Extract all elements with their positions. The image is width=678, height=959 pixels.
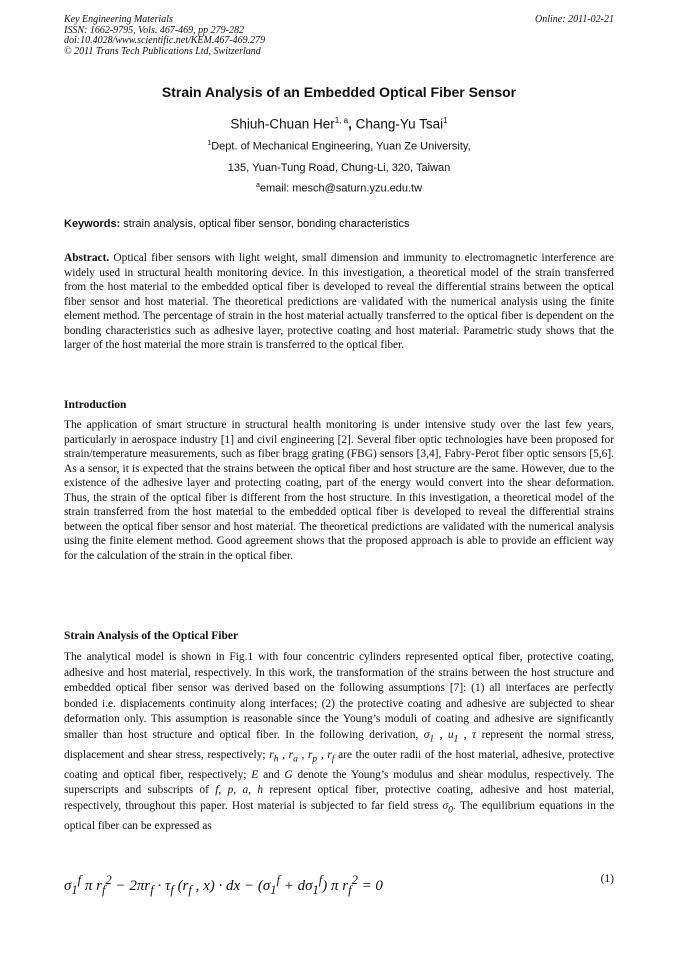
paper-title: Strain Analysis of an Embedded Optical Fiber Sensor [161, 84, 517, 100]
abstract [64, 251, 614, 353]
author-separator: , [348, 116, 352, 132]
email-text: email: mesch@saturn.yzu.edu.tw [259, 182, 423, 195]
abstract-text: Optical fiber sensors with light weight, small dimension and immunity to electromagnetic interference are widely used in structural health monitoring device. In this investigation, a theoretical model of the strain transferred from the host material to the embedded optical fiber is developed to reveal the differential strains between the optical fiber sensor and host material. The theoretical predictions are validated with the numerical analysis using the finite element method. The percentage of strain in the host material actually transferred to the optical fiber is dependent on the bonding characteristics such as adhesive layer, protective coating and host material. Parametric study shows that the larger of the host material the more strain is transferred to the optical fiber. [64, 252, 614, 351]
math-symbols: f, p, a, h [215, 784, 264, 797]
author-line [0, 116, 678, 132]
section-heading-strain-analysis: Strain Analysis of the Optical Fiber [64, 630, 239, 642]
equation-number: (1) [600, 873, 614, 885]
author-name: Chang-Yu Tsai [351, 116, 444, 132]
journal-name: Key Engineering Materials [64, 14, 173, 25]
abstract-label: Abstract. [64, 252, 110, 264]
email-superscript: a [255, 182, 260, 189]
equation-body: $\sigma_1^f$ π $r_f^2 - 2\pi r_f \cdot \tau_f$ ($r_f$ , x) · dx − $(\sigma_1^f + d\sigma_1^f)$ π $r_f^2 = 0$ [64, 873, 383, 897]
math-symbols: $r_h$ , $r_a$ , $r_p$ , $r_f$ [269, 748, 335, 765]
keywords [64, 218, 614, 230]
doi-line: doi:10.4028/www.scientific.net/KEM.467-469.279 [64, 35, 266, 46]
address-line: 135, Yuan-Tung Road, Chung-Li, 320, Taiwan [227, 162, 451, 174]
introduction-paragraph: The application of smart structure in structural health monitoring is under intensive study over the last few years, particularly in aerospace industry [1] and civil engineering [2]. Several fiber optic technologies have been proposed for strain/temperature measurements, such as fiber bragg grating (FBG) sensors [3,4], Fabry-Perot fiber optic sensors [5,6]. As a sensor, it is expected that the strains between the optical fiber and host structure are the same. However, due to the existence of the adhesive layer and protecting coating, part of the energy would convert into the shear deformation. Thus, the strain of the optical fiber is different from the host structure. In this investigation, a theoretical model of the strain transferred from the host material to the embedded optical fiber is developed to reveal the differential strains between the optical fiber sensor and host material. The theoretical predictions are validated with the numerical analysis using the finite element method. Good agreement shows that the proposed approach is able to provide an efficient way for the calculation of the strain in the optical fiber. [64, 419, 614, 562]
keywords-label: Keywords: [64, 218, 121, 230]
affiliation-line [0, 140, 678, 153]
author-superscript: 1 [443, 116, 448, 125]
math-symbols: E [251, 768, 259, 781]
author-name: Shiuh-Chuan Her [230, 116, 335, 132]
math-symbols: $\sigma_0$ [442, 799, 453, 816]
strain-analysis-paragraph: The analytical model is shown in Fig.1 with four concentric cylinders represented optical fiber, protective coating, adhesive and host material, respectively. In this work, the transformation of the strains between the host structure and embedded optical fiber sensor was derived based on the following assumptions [7]: (1) all interfaces are perfectly bonded i.e. displacements continuity along interfaces; (2) the protective coating and adhesive are subjected to shear deformation only. This assumption is reasonable since the Young’s moduli of coating and adhesive are significantly smaller than host structure and optical fiber. In the following derivation, $\sigma_1$ , $u_1$ , τ represent the normal stress, displacement and shear stress, respectively; $r_h$ , $r_a$ , $r_p$ , $r_f$ are the outer radii of the host material, adhesive, protective coating and optical fiber, respectively; E and G denote the Young’s modulus and shear modulus, respectively. The superscripts and subscripts of f, p, a, h represent optical fiber, protective coating, adhesive and host material, respectively, throughout this paper. Host material is subjected to far field stress $\sigma_0$. The equilibrium equations in the optical fiber can be expressed as [64, 651, 615, 832]
email-line [0, 182, 678, 195]
affiliation-text: Dept. of Mechanical Engineering, Yuan Ze University, [211, 140, 471, 153]
affiliation-superscript: 1 [207, 140, 212, 147]
author-superscript: 1, a [334, 116, 349, 125]
section-heading-introduction: Introduction [64, 399, 127, 411]
math-symbols: G [284, 768, 293, 781]
journal-header [64, 15, 265, 57]
online-date: Online: 2011-02-21 [535, 14, 614, 25]
copyright-line: © 2011 Trans Tech Publications Ltd, Switzerland [64, 45, 261, 57]
issn-line: ISSN: 1662-9795, Vols. 467-469, pp 279-282 [64, 24, 244, 36]
equation-1 [64, 873, 614, 898]
math-symbols: $\sigma_1$ , $u_1$ , τ [423, 728, 477, 745]
keywords-text: strain analysis, optical fiber sensor, bonding characteristics [120, 218, 410, 230]
